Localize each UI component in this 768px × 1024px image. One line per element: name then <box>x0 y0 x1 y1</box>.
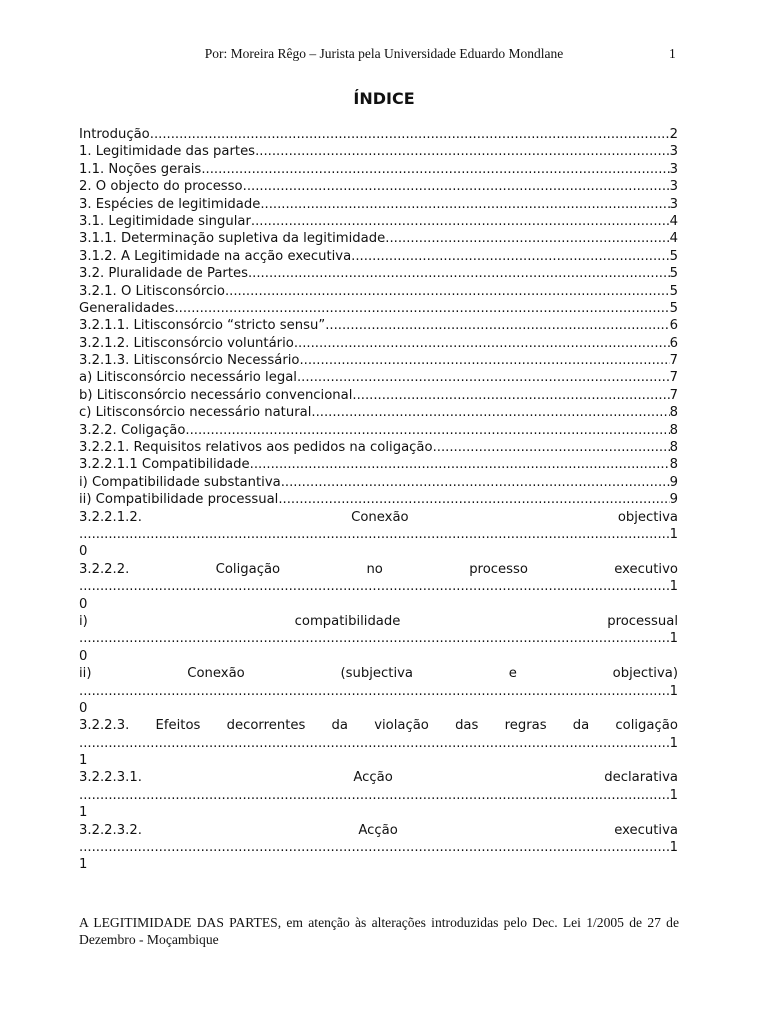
toc-dot-leader <box>150 126 670 143</box>
toc-entry-title: 3.1.2. A Legitimidade na acção executiva <box>79 248 352 264</box>
toc-dot-leader <box>79 839 670 856</box>
toc-entry-title: a) Litisconsórcio necessário legal <box>79 370 297 386</box>
toc-entry-page: 5 <box>669 283 678 299</box>
header-page-number: 1 <box>669 46 676 61</box>
header-author: Por: Moreira Rêgo – Jurista pela Universidade Eduardo Mondlane <box>204 46 564 61</box>
toc-dot-leader <box>299 352 669 369</box>
toc-entry-page: 8 <box>669 422 678 438</box>
toc-page-overflow: 1 <box>79 857 88 873</box>
toc-leader-line <box>79 683 678 700</box>
toc-entry-page: 6 <box>669 318 678 334</box>
toc-entry-title: ii) Compatibilidade processual <box>79 492 279 508</box>
running-header <box>0 46 768 66</box>
toc-entry-wrapped[interactable] <box>79 509 678 561</box>
toc-dot-leader <box>311 404 669 421</box>
toc-entry-page-start: 1 <box>669 526 678 542</box>
toc-word: decorrentes <box>226 718 306 734</box>
toc-dot-leader <box>297 369 670 386</box>
toc-page-overflow: 1 <box>79 805 88 821</box>
toc-entry-wrapped[interactable] <box>79 665 678 717</box>
toc-entry-page: 3 <box>669 144 678 160</box>
table-of-contents <box>79 126 678 874</box>
toc-entry-page: 9 <box>669 474 678 490</box>
toc-word: regras <box>504 718 547 734</box>
toc-dot-leader <box>201 161 669 178</box>
toc-entry-title-line <box>79 665 678 682</box>
toc-word: 3.2.2.2. <box>79 561 130 577</box>
footer-caps: A LEGITIMIDADE DAS PARTES <box>79 915 278 930</box>
index-title: ÍNDICE <box>353 89 415 108</box>
toc-entry-page: 9 <box>669 492 678 508</box>
toc-entry-page: 8 <box>669 440 678 456</box>
toc-entry-page: 4 <box>669 213 678 229</box>
toc-word: i) <box>79 613 88 629</box>
toc-dot-leader <box>79 630 670 647</box>
toc-dot-leader <box>79 578 670 595</box>
toc-entry-page: 6 <box>669 335 678 351</box>
toc-word: das <box>455 718 479 734</box>
toc-page-overflow: 0 <box>79 700 88 716</box>
toc-entry[interactable] <box>79 387 678 404</box>
toc-dot-leader <box>281 474 670 491</box>
toc-dot-leader <box>385 230 669 247</box>
toc-leader-line <box>79 578 678 595</box>
toc-entry[interactable] <box>79 352 678 369</box>
toc-entry-page: 4 <box>669 231 678 247</box>
toc-word: 3.2.2.1.2. <box>79 509 142 525</box>
toc-entry-wrapped[interactable] <box>79 561 678 613</box>
toc-dot-leader <box>294 335 670 352</box>
toc-entry-page-start: 1 <box>669 683 678 699</box>
toc-word: Efeitos <box>155 718 201 734</box>
toc-entry[interactable] <box>79 161 678 178</box>
toc-entry-page: 7 <box>669 387 678 403</box>
toc-entry-page: 3 <box>669 196 678 212</box>
toc-dot-leader <box>225 283 670 300</box>
toc-entry[interactable] <box>79 265 678 282</box>
toc-dot-leader <box>250 456 670 473</box>
toc-word: executiva <box>614 822 678 838</box>
toc-wrapped-entries <box>79 509 678 874</box>
toc-word: objectiva <box>617 509 678 525</box>
toc-entry-title: 3.2.2. Coligação <box>79 422 186 438</box>
toc-entry-title: b) Litisconsórcio necessário convencional <box>79 387 353 403</box>
toc-word: (subjectiva <box>340 666 413 682</box>
toc-entry-title-line <box>79 769 678 786</box>
toc-entry-page: 7 <box>669 353 678 369</box>
toc-word: compatibilidade <box>294 613 401 629</box>
toc-page-overflow: 1 <box>79 753 88 769</box>
toc-word: Acção <box>353 770 393 786</box>
toc-entry[interactable] <box>79 335 678 352</box>
toc-page-overflow: 0 <box>79 648 88 664</box>
toc-word: objectiva) <box>612 666 678 682</box>
toc-entry[interactable] <box>79 213 678 230</box>
toc-dot-leader <box>255 143 670 160</box>
toc-leader-line <box>79 630 678 647</box>
toc-entry-wrapped[interactable] <box>79 613 678 665</box>
toc-leader-line <box>79 735 678 752</box>
toc-entry-page-start: 1 <box>669 840 678 856</box>
toc-entry-page-start: 1 <box>669 579 678 595</box>
toc-entry-title: 3.2. Pluralidade de Partes <box>79 266 248 282</box>
toc-dot-leader <box>325 317 669 334</box>
toc-entry[interactable] <box>79 300 678 317</box>
toc-page-overflow: 0 <box>79 596 88 612</box>
toc-dot-leader <box>351 248 669 265</box>
toc-leader-line <box>79 839 678 856</box>
toc-dot-leader <box>243 178 670 195</box>
toc-entry-wrapped[interactable] <box>79 822 678 874</box>
toc-entry-title: i) Compatibilidade substantiva <box>79 474 281 490</box>
toc-entry[interactable] <box>79 126 678 143</box>
toc-entry[interactable] <box>79 317 678 334</box>
toc-dot-leader <box>79 683 670 700</box>
toc-entry[interactable] <box>79 283 678 300</box>
footer-text: , em atenção às alterações introduzidas pelo Dec. Lei 1/2005 de 27 de Dezembro - Moçambique <box>79 915 679 947</box>
toc-entry[interactable] <box>79 248 678 265</box>
toc-entry-title-line <box>79 822 678 839</box>
toc-entry-title: Generalidades <box>79 300 175 316</box>
toc-entry-title: 3.1.1. Determinação supletiva da legitimidade <box>79 231 386 247</box>
toc-entry-title: 3.2.1.1. Litisconsórcio “stricto sensu” <box>79 318 326 334</box>
toc-word: executivo <box>614 561 678 577</box>
toc-entry[interactable] <box>79 369 678 386</box>
toc-entry[interactable] <box>79 456 678 473</box>
toc-entry-page: 7 <box>669 370 678 386</box>
toc-entry-title-line <box>79 717 678 734</box>
toc-entry[interactable] <box>79 491 678 508</box>
toc-entry[interactable] <box>79 404 678 421</box>
toc-entry[interactable] <box>79 422 678 439</box>
toc-word: Acção <box>358 822 398 838</box>
toc-entry-page: 8 <box>669 457 678 473</box>
toc-word: processual <box>607 613 678 629</box>
toc-entry-title: 1. Legitimidade das partes <box>79 144 256 160</box>
toc-entry-page: 8 <box>669 405 678 421</box>
toc-entry-page: 3 <box>669 179 678 195</box>
toc-entry-title: 3.2.1. O Litisconsórcio <box>79 283 225 299</box>
toc-word: Conexão <box>351 509 409 525</box>
toc-word: violação <box>374 718 429 734</box>
toc-dot-leader <box>278 491 669 508</box>
toc-entry-title: 3.2.2.1. Requisitos relativos aos pedidos na coligação <box>79 440 433 456</box>
toc-entry-page: 5 <box>669 248 678 264</box>
document-footer <box>79 914 679 948</box>
toc-entry-title: 2. O objecto do processo <box>79 179 243 195</box>
toc-entry-title-line <box>79 509 678 526</box>
toc-entry[interactable] <box>79 230 678 247</box>
toc-word: 3.2.2.3.2. <box>79 822 142 838</box>
toc-dot-leader <box>433 439 670 456</box>
toc-entry-page: 3 <box>669 161 678 177</box>
toc-entry-title: 3.1. Legitimidade singular <box>79 213 251 229</box>
toc-entry-title: c) Litisconsórcio necessário natural <box>79 405 312 421</box>
toc-word: processo <box>469 561 528 577</box>
toc-entry-title: Introdução <box>79 127 150 142</box>
toc-entry-title: 1.1. Noções gerais <box>79 161 202 177</box>
toc-entry-page-start: 1 <box>669 735 678 751</box>
toc-word: Coligação <box>215 561 281 577</box>
toc-entries <box>79 126 678 509</box>
toc-word: Conexão <box>187 666 245 682</box>
toc-word: e <box>508 666 517 682</box>
toc-dot-leader <box>251 213 670 230</box>
toc-entry-title-line <box>79 561 678 578</box>
toc-entry-title: 3.2.2.1.1 Compatibilidade <box>79 457 250 473</box>
toc-entry-page: 2 <box>669 127 678 142</box>
toc-dot-leader <box>79 735 670 752</box>
toc-word: no <box>366 561 383 577</box>
toc-entry-wrapped[interactable] <box>79 717 678 769</box>
toc-entry-title: 3.2.1.2. Litisconsórcio voluntário <box>79 335 294 351</box>
toc-entry[interactable] <box>79 178 678 195</box>
toc-entry[interactable] <box>79 196 678 213</box>
toc-entry-page-start: 1 <box>669 787 678 803</box>
toc-entry-title: 3. Espécies de legitimidade <box>79 196 261 212</box>
toc-entry-page: 5 <box>669 300 678 316</box>
toc-dot-leader <box>79 526 670 543</box>
toc-entry-title-line <box>79 613 678 630</box>
toc-page-overflow: 0 <box>79 544 88 560</box>
toc-word: da <box>572 718 590 734</box>
toc-word: da <box>331 718 348 734</box>
toc-word: declarativa <box>604 770 678 786</box>
toc-entry[interactable] <box>79 474 678 491</box>
toc-dot-leader <box>79 787 670 804</box>
toc-word: coligação <box>615 718 678 734</box>
toc-entry-page-start: 1 <box>669 631 678 647</box>
toc-dot-leader <box>260 196 669 213</box>
toc-entry-title: 3.2.1.3. Litisconsórcio Necessário <box>79 353 300 369</box>
toc-dot-leader <box>352 387 669 404</box>
toc-leader-line <box>79 787 678 804</box>
toc-word: 3.2.2.3.1. <box>79 770 142 786</box>
toc-entry-wrapped[interactable] <box>79 769 678 821</box>
toc-entry[interactable] <box>79 143 678 160</box>
toc-dot-leader <box>185 422 669 439</box>
toc-entry[interactable] <box>79 439 678 456</box>
toc-word: 3.2.2.3. <box>79 718 130 734</box>
toc-word: ii) <box>79 666 92 682</box>
toc-dot-leader <box>248 265 670 282</box>
toc-dot-leader <box>174 300 669 317</box>
toc-entry-page: 5 <box>669 266 678 282</box>
toc-leader-line <box>79 526 678 543</box>
